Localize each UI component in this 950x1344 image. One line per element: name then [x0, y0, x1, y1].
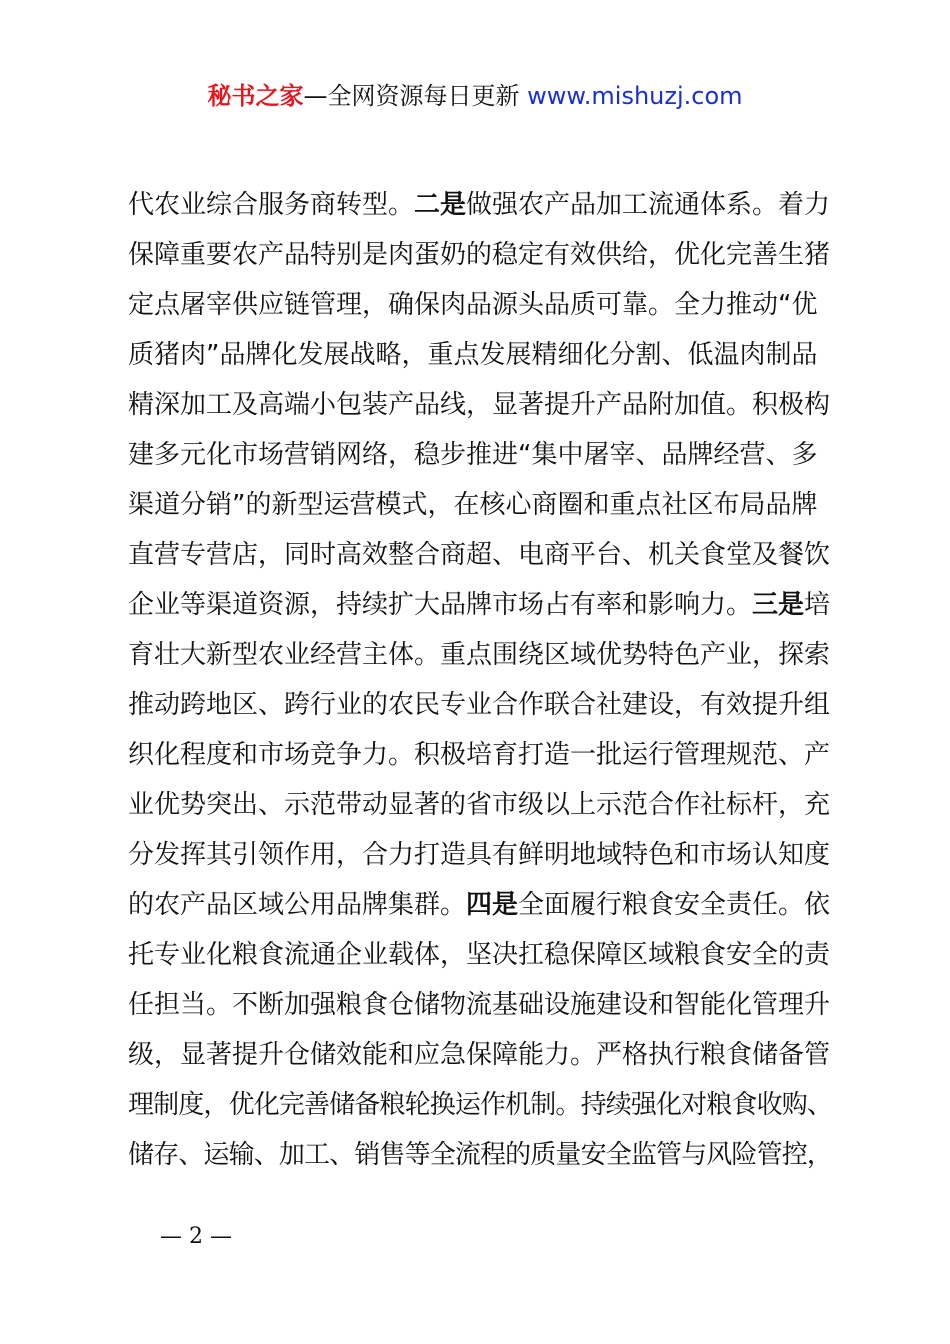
line-text: 推动跨地区、跨行业的农民专业合作联合社建设，有效提升组 — [128, 690, 831, 720]
site-header — [0, 80, 950, 112]
text-line — [128, 780, 832, 830]
site-url: www.mishuzj.com — [527, 82, 743, 110]
text-line — [128, 480, 832, 530]
text-line — [128, 380, 832, 430]
text-line — [128, 830, 832, 880]
page-number: — 2 — — [160, 1224, 232, 1249]
line-text: 培 — [804, 590, 831, 620]
text-line — [128, 680, 832, 730]
text-line — [128, 230, 832, 280]
text-line — [128, 880, 832, 930]
line-text: 直营专营店，同时高效整合商超、电商平台、机关食堂及餐饮 — [128, 540, 831, 570]
line-text: 保障重要农产品特别是肉蛋奶的稳定有效供给，优化完善生猪 — [128, 240, 831, 270]
line-text: 全面履行粮食安全责任。依 — [518, 890, 831, 920]
line-text: 做强农产品加工流通体系。着力 — [466, 190, 831, 220]
emphasis-label: 四是 — [466, 890, 519, 920]
line-text: 织化程度和市场竞争力。积极培育打造一批运行管理规范、产 — [128, 740, 831, 770]
text-line — [128, 730, 832, 780]
text-line — [128, 180, 832, 230]
line-text: 代农业综合服务商转型。 — [128, 190, 415, 220]
emphasis-label: 二是 — [414, 190, 467, 220]
text-line — [128, 630, 832, 680]
line-text: 分发挥其引领作用，合力打造具有鲜明地域特色和市场认知度 — [128, 840, 831, 870]
header-slogan: —全网资源每日更新 — [303, 82, 520, 110]
text-line — [128, 1130, 832, 1180]
emphasis-label: 三是 — [752, 590, 805, 620]
line-text: 精深加工及高端小包装产品线，显著提升产品附加值。积极构 — [128, 390, 831, 420]
line-text: 理制度，优化完善储备粮轮换运作机制。持续强化对粮食收购、 — [128, 1090, 833, 1120]
line-text: 级，显著提升仓储效能和应急保障能力。严格执行粮食储备管 — [128, 1040, 831, 1070]
text-line — [128, 430, 832, 480]
text-line — [128, 980, 832, 1030]
line-text: 渠道分销”的新型运营模式，在核心商圈和重点社区布局品牌 — [128, 490, 818, 520]
line-text: 的农产品区域公用品牌集群。 — [128, 890, 467, 920]
line-text: 建多元化市场营销网络，稳步推进“集中屠宰、品牌经营、多 — [128, 440, 818, 470]
line-text: 任担当。不断加强粮食仓储物流基础设施建设和智能化管理升 — [128, 990, 831, 1020]
line-text: 定点屠宰供应链管理，确保肉品源头品质可靠。全力推动“优 — [128, 290, 818, 320]
brand-name: 秘书之家 — [207, 82, 304, 110]
line-text: 托专业化粮食流通企业载体，坚决扛稳保障区域粮食安全的责 — [128, 940, 831, 970]
text-line — [128, 1080, 832, 1130]
text-line — [128, 330, 832, 380]
text-line — [128, 530, 832, 580]
text-line — [128, 580, 832, 630]
line-text: 储存、运输、加工、销售等全流程的质量安全监管与风险管控， — [128, 1140, 833, 1170]
text-line — [128, 930, 832, 980]
line-text: 质猪肉”品牌化发展战略，重点发展精细化分割、低温肉制品 — [128, 340, 818, 370]
line-text: 育壮大新型农业经营主体。重点围绕区域优势特色产业，探索 — [128, 640, 831, 670]
line-text: 企业等渠道资源，持续扩大品牌市场占有率和影响力。 — [128, 590, 753, 620]
text-line — [128, 1030, 832, 1080]
text-line — [128, 280, 832, 330]
line-text: 业优势突出、示范带动显著的省市级以上示范合作社标杆，充 — [128, 790, 831, 820]
document-body — [128, 180, 832, 1180]
